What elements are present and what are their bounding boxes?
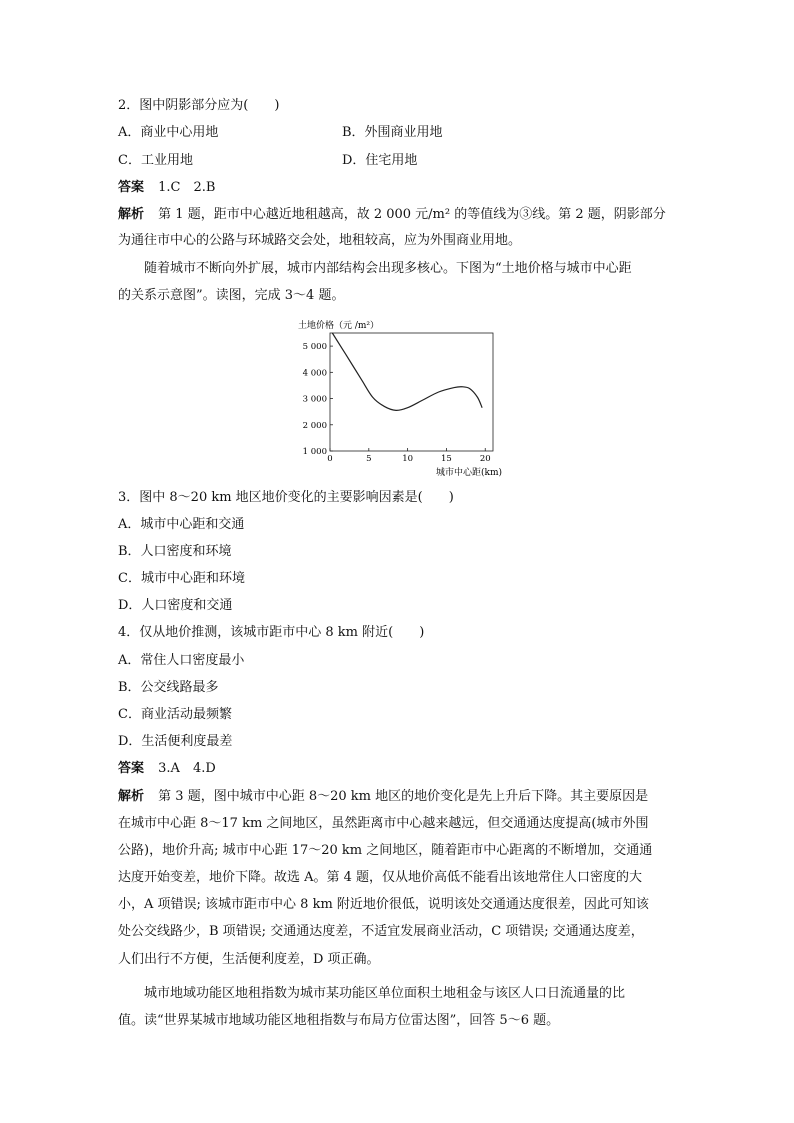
answer-label: 答案 [118,761,145,776]
explanation-2-line-2: 在城市中心距 8～17 km 之间地区，虽然距离市中心越来越远，但交通通达度提高(城市外围 [118,816,649,831]
q3-option-c: C．城市中心距和环境 [118,571,245,586]
q4-stem: 4．仅从地价推测，该城市距市中心 8 km 附近( ) [118,625,425,640]
q3-option-b: B．人口密度和环境 [118,544,232,559]
answer-2-line [118,760,216,778]
explanation-2-line-7: 人们出行不方便，生活便利度差，D 项正确。 [118,952,380,967]
intro-3-line-2: 值。读“世界某城市地域功能区地租指数与布局方位雷达图”，回答 5～6 题。 [118,1013,560,1028]
explanation-label: 解析 [118,789,145,804]
answer-label: 答案 [118,180,145,195]
y-tick-label: 2 000 [302,420,327,431]
x-ticks [327,448,490,464]
explanation-2-line-4: 达度开始变差，地价下降。故选 A。第 4 题，仅从地价高低不能看出该地常住人口密度的大 [118,870,643,885]
x-tick-label: 15 [441,454,452,464]
chart-ylabel: 土地价格（元 /m²） [298,321,380,331]
q2-option-b: B．外围商业用地 [342,125,443,140]
answer-text: 1.C 2.B [158,180,216,195]
y-tick-label: 3 000 [302,394,327,405]
explanation-1-line-1 [118,206,666,224]
q3-stem: 3．图中 8～20 km 地区地价变化的主要影响因素是( ) [118,490,454,505]
explanation-1-line-2: 为通往市中心的公路与环城路交会处，地租较高，应为外围商业用地。 [118,233,522,248]
y-tick-label: 1 000 [302,447,327,457]
y-tick-label: 4 000 [302,368,327,379]
x-tick-label: 20 [479,454,491,464]
y-tick-label: 5 000 [302,342,327,353]
y-ticks [303,342,333,457]
x-tick-label: 0 [327,454,333,464]
q2-option-c: C．工业用地 [118,153,193,168]
explanation-2-text-1: 第 3 题，图中城市中心距 8～20 km 地区的地价变化是先上升后下降。其主要原因是 [158,789,649,804]
x-tick-label: 10 [402,454,414,464]
answer-1-line [118,179,215,197]
explanation-2-line-3: 公路)，地价升高; 城市中心距 17～20 km 之间地区，随着距市中心距离的不断增加，交通通 [118,843,653,858]
answer-text: 3.A 4.D [158,761,216,776]
intro-2-line-1: 随着城市不断向外扩展，城市内部结构会出现多核心。下图为“土地价格与城市中心距 [144,261,632,276]
intro-2-line-2: 的关系示意图”。读图，完成 3～4 题。 [118,288,345,303]
explanation-2-line-5: 小，A 项错误; 该城市距市中心 8 km 附近地价很低，说明该处交通通达度很差，因此可知该 [118,897,649,912]
q2-option-d: D．住宅用地 [342,153,418,168]
q4-option-b: B．公交线路最多 [118,680,219,695]
explanation-label: 解析 [118,207,145,222]
chart-xlabel: 城市中心距(km) [435,468,502,478]
q2-stem: 2．图中阴影部分应为( ) [118,98,280,113]
q4-option-a: A．常住人口密度最小 [118,653,245,668]
land-price-chart [290,315,510,481]
q3-option-d: D．人口密度和交通 [118,598,233,613]
q4-option-d: D．生活便利度最差 [118,734,233,749]
explanation-1-text-1: 第 1 题，距市中心越近地租越高，故 2 000 元/m² 的等值线为③线。第 2 题，阴影部分 [158,207,666,222]
explanation-2-line-1 [118,788,648,806]
q3-option-a: A．城市中心距和交通 [118,517,245,532]
q2-option-a: A．商业中心用地 [118,125,219,140]
intro-3-line-1: 城市地域功能区地租指数为城市某功能区单位面积土地租金与该区人口日流通量的比 [144,986,626,1001]
land-price-curve [332,333,482,410]
q4-option-c: C．商业活动最频繁 [118,707,232,722]
explanation-2-line-6: 处公交线路少，B 项错误; 交通通达度差，不适宜发展商业活动，C 项错误; 交通通达度差， [118,924,644,939]
x-tick-label: 5 [366,454,372,464]
plot-frame [330,333,493,451]
